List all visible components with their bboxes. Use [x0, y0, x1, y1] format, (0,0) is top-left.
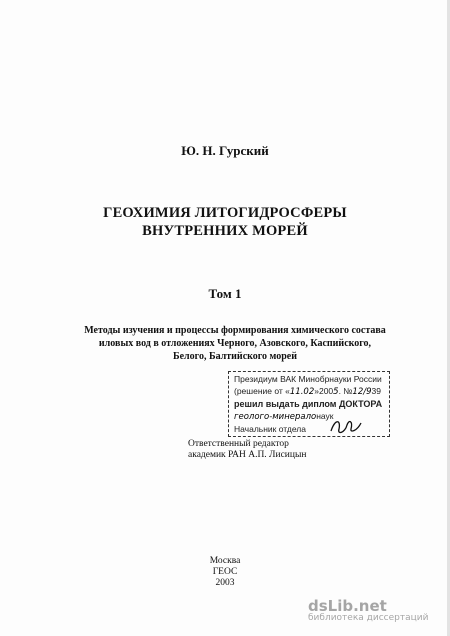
author-name: Ю. Н. Гурский: [181, 143, 269, 158]
book-title: [0, 204, 450, 240]
book-title-line-2: ВНУТРЕННИХ МОРЕЙ: [142, 223, 308, 239]
watermark-logo: dsLib.net: [308, 597, 387, 615]
subtitle-line-2: иловых вод в отложениях Черного, Азовского, Каспийского,: [98, 338, 372, 349]
publication-year: 2003: [215, 578, 235, 588]
signature-scribble: [327, 417, 367, 437]
stamp-decision-no: . №: [338, 386, 353, 396]
stamp-decision-mid: »200: [314, 386, 334, 396]
subtitle-line-1: Методы изучения и процессы формирования химического состава: [84, 325, 386, 336]
stamp-decision-year: 5: [333, 387, 339, 397]
dslib-watermark: [308, 597, 428, 623]
editor-line-2: академик РАН А.П. Лисицын: [188, 450, 307, 460]
editor-line-1: Ответственный редактор: [188, 439, 289, 449]
vak-stamp: [228, 371, 390, 437]
stamp-decision-number: 12/9: [352, 387, 372, 397]
subtitle-line-3: Белого, Балтийского морей: [173, 351, 297, 362]
stamp-line-5: Начальник отдела: [234, 424, 306, 434]
book-title-line-1: ГЕОХИМИЯ ЛИТОГИДРОСФЕРЫ: [103, 205, 347, 221]
stamp-decision-number-suffix: 39: [371, 386, 381, 396]
book-subtitle: [75, 324, 395, 363]
stamp-decision-prefix: (решение от «: [234, 386, 290, 396]
stamp-line-4: [234, 411, 334, 422]
volume-label: Том 1: [208, 286, 242, 301]
publisher-name: ГЕОС: [212, 567, 238, 577]
responsible-editor: [188, 439, 306, 461]
publication-info: [0, 556, 450, 589]
stamp-line-3: решил выдать диплом ДОКТОРА: [234, 399, 383, 409]
stamp-line-1: Президиум ВАК Минобрнауки России: [234, 374, 382, 384]
watermark-tagline: библиотека диссертаций: [308, 613, 429, 623]
stamp-specialty-suffix: наук: [316, 411, 334, 421]
stamp-decision-date: 11.02: [289, 387, 315, 397]
stamp-line-2: [234, 386, 381, 397]
stamp-specialty-handwritten: геолого-минерало: [234, 412, 317, 422]
publication-city: Москва: [209, 556, 241, 566]
